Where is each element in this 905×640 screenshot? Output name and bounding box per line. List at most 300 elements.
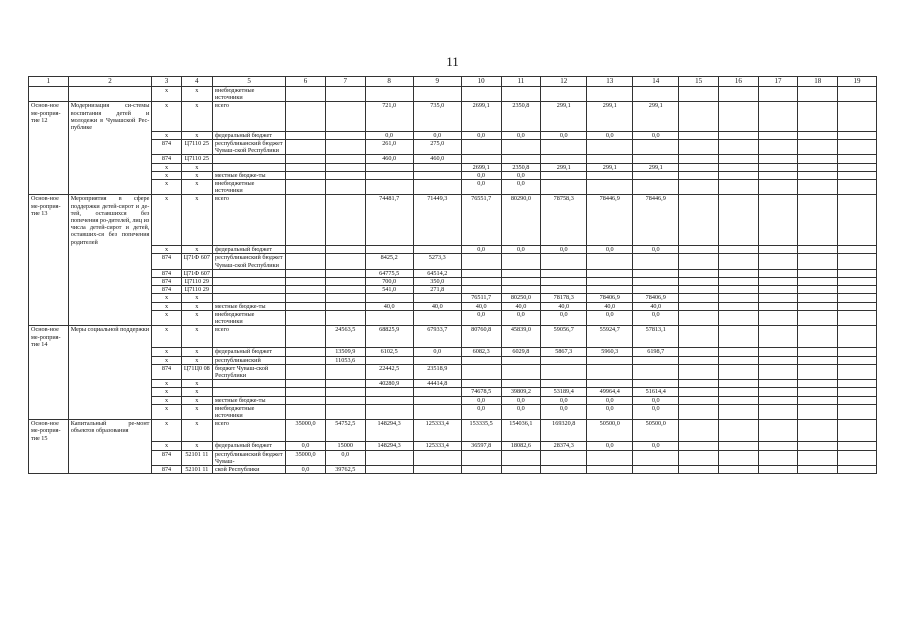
table-cell: 0,0 bbox=[587, 131, 633, 139]
table-cell bbox=[365, 246, 413, 254]
table-row bbox=[29, 139, 877, 154]
table-cell: 68825,9 bbox=[365, 326, 413, 348]
header-cell: 9 bbox=[413, 77, 461, 87]
table-cell: х bbox=[181, 356, 212, 364]
table-cell: федеральный бюджет bbox=[212, 131, 285, 139]
table-cell: Основ-ное ме-роприя-тие 15 bbox=[29, 420, 69, 442]
table-cell bbox=[718, 404, 758, 419]
table-cell bbox=[633, 139, 679, 154]
table-cell bbox=[758, 286, 798, 294]
table-cell bbox=[718, 348, 758, 356]
table-cell bbox=[541, 269, 587, 277]
table-cell bbox=[679, 254, 719, 269]
table-cell: х bbox=[152, 380, 181, 388]
table-cell bbox=[838, 246, 877, 254]
table-cell bbox=[798, 286, 838, 294]
table-cell: 13509,9 bbox=[325, 348, 365, 356]
table-cell bbox=[68, 294, 152, 302]
table-cell bbox=[325, 380, 365, 388]
table-cell: 0,0 bbox=[541, 396, 587, 404]
table-cell: х bbox=[152, 294, 181, 302]
table-cell bbox=[718, 364, 758, 379]
table-cell: 71449,3 bbox=[413, 195, 461, 246]
table-cell bbox=[758, 388, 798, 396]
table-row bbox=[29, 450, 877, 465]
table-cell: внебюджетные источники bbox=[212, 310, 285, 325]
table-cell bbox=[758, 254, 798, 269]
table-cell: 125333,4 bbox=[413, 442, 461, 450]
table-cell bbox=[758, 246, 798, 254]
table-cell bbox=[29, 450, 69, 465]
table-cell: 275,0 bbox=[413, 139, 461, 154]
table-cell: 874 bbox=[152, 450, 181, 465]
table-cell bbox=[587, 380, 633, 388]
table-cell bbox=[68, 131, 152, 139]
table-cell bbox=[212, 269, 285, 277]
table-cell bbox=[838, 87, 877, 102]
table-cell bbox=[679, 404, 719, 419]
table-cell bbox=[286, 246, 326, 254]
table-row bbox=[29, 195, 877, 246]
table-cell bbox=[838, 388, 877, 396]
table-cell: 39762,5 bbox=[325, 465, 365, 473]
table-cell bbox=[587, 254, 633, 269]
table-cell: х bbox=[181, 102, 212, 131]
table-cell bbox=[679, 348, 719, 356]
table-cell: местные бюдже-ты bbox=[212, 302, 285, 310]
table-cell bbox=[286, 254, 326, 269]
table-cell bbox=[798, 442, 838, 450]
budget-table bbox=[28, 76, 877, 474]
table-cell: всего bbox=[212, 195, 285, 246]
table-cell: 50500,0 bbox=[587, 420, 633, 442]
table-cell bbox=[68, 87, 152, 102]
table-cell: федеральный бюджет bbox=[212, 246, 285, 254]
table-cell bbox=[798, 195, 838, 246]
table-cell: 0,0 bbox=[501, 131, 541, 139]
table-cell bbox=[758, 380, 798, 388]
table-cell bbox=[798, 246, 838, 254]
table-cell bbox=[212, 155, 285, 163]
table-cell bbox=[286, 356, 326, 364]
table-cell bbox=[798, 420, 838, 442]
table-cell: х bbox=[152, 396, 181, 404]
table-cell bbox=[679, 102, 719, 131]
table-cell: всего bbox=[212, 420, 285, 442]
table-cell bbox=[501, 286, 541, 294]
table-cell bbox=[798, 302, 838, 310]
table-cell bbox=[679, 388, 719, 396]
table-cell: 0,0 bbox=[587, 442, 633, 450]
table-cell bbox=[718, 269, 758, 277]
table-cell: 0,0 bbox=[541, 246, 587, 254]
header-cell: 19 bbox=[838, 77, 877, 87]
table-cell bbox=[212, 388, 285, 396]
table-cell: 55924,7 bbox=[587, 326, 633, 348]
table-cell bbox=[838, 294, 877, 302]
table-cell bbox=[68, 388, 152, 396]
table-cell: х bbox=[152, 348, 181, 356]
table-cell bbox=[501, 278, 541, 286]
table-row bbox=[29, 364, 877, 379]
table-cell: 154036,1 bbox=[501, 420, 541, 442]
table-cell: ской Республики bbox=[212, 465, 285, 473]
table-cell bbox=[798, 396, 838, 404]
table-cell: 40,0 bbox=[365, 302, 413, 310]
table-cell: х bbox=[152, 404, 181, 419]
table-cell bbox=[838, 380, 877, 388]
table-cell bbox=[68, 348, 152, 356]
table-cell bbox=[413, 179, 461, 194]
table-cell bbox=[413, 465, 461, 473]
table-cell: федеральный бюджет bbox=[212, 442, 285, 450]
table-cell: 74678,5 bbox=[461, 388, 501, 396]
table-cell: 24563,5 bbox=[325, 326, 365, 348]
table-cell bbox=[718, 171, 758, 179]
table-cell: Капитальный ре-монт объектов образования bbox=[68, 420, 152, 442]
table-cell bbox=[718, 246, 758, 254]
table-cell bbox=[325, 388, 365, 396]
table-cell: 64775,5 bbox=[365, 269, 413, 277]
table-cell: Меры социальной поддержки bbox=[68, 326, 152, 348]
table-cell: 40280,9 bbox=[365, 380, 413, 388]
table-cell bbox=[501, 254, 541, 269]
table-cell bbox=[501, 139, 541, 154]
table-cell bbox=[718, 302, 758, 310]
table-cell bbox=[587, 278, 633, 286]
table-cell bbox=[758, 139, 798, 154]
table-cell bbox=[68, 356, 152, 364]
table-cell bbox=[679, 356, 719, 364]
table-cell bbox=[286, 302, 326, 310]
table-cell: х bbox=[181, 442, 212, 450]
table-cell bbox=[838, 171, 877, 179]
table-cell bbox=[718, 155, 758, 163]
table-cell: х bbox=[152, 163, 181, 171]
table-cell: 76511,7 bbox=[461, 294, 501, 302]
table-cell bbox=[461, 254, 501, 269]
table-cell bbox=[68, 171, 152, 179]
page-number: 11 bbox=[446, 54, 459, 69]
table-cell: 67933,7 bbox=[413, 326, 461, 348]
table-cell bbox=[838, 179, 877, 194]
table-cell bbox=[461, 364, 501, 379]
table-cell: 0,0 bbox=[541, 404, 587, 419]
table-cell bbox=[718, 356, 758, 364]
table-cell bbox=[461, 450, 501, 465]
table-row bbox=[29, 465, 877, 473]
table-cell bbox=[838, 302, 877, 310]
table-cell bbox=[68, 380, 152, 388]
table-cell: 78758,3 bbox=[541, 195, 587, 246]
table-cell: 22442,5 bbox=[365, 364, 413, 379]
table-cell bbox=[29, 442, 69, 450]
table-cell: 54752,5 bbox=[325, 420, 365, 442]
table-cell bbox=[718, 420, 758, 442]
table-cell bbox=[718, 131, 758, 139]
table-cell bbox=[758, 465, 798, 473]
table-cell: Мероприятия в сфере поддержки детей-сирот и де-тей, оставшихся без попечения ро-дителей, лиц из числа детей-сирот и детей, оставших-ся без попечения родителей bbox=[68, 195, 152, 246]
table-cell: 0,0 bbox=[501, 310, 541, 325]
table-row bbox=[29, 131, 877, 139]
table-cell: 51614,4 bbox=[633, 388, 679, 396]
table-cell bbox=[758, 420, 798, 442]
table-cell bbox=[758, 163, 798, 171]
table-cell: 0,0 bbox=[501, 246, 541, 254]
table-cell: Ц71Ф 607 bbox=[181, 269, 212, 277]
table-cell bbox=[29, 380, 69, 388]
table-row bbox=[29, 380, 877, 388]
table-cell bbox=[838, 404, 877, 419]
table-cell bbox=[718, 195, 758, 246]
table-cell bbox=[633, 465, 679, 473]
table-cell bbox=[758, 155, 798, 163]
table-cell bbox=[587, 171, 633, 179]
table-cell bbox=[679, 155, 719, 163]
table-cell bbox=[679, 286, 719, 294]
table-row bbox=[29, 294, 877, 302]
table-cell bbox=[461, 155, 501, 163]
table-cell bbox=[501, 269, 541, 277]
table-cell: 59056,7 bbox=[541, 326, 587, 348]
table-row bbox=[29, 163, 877, 171]
table-cell: бюджет Чуваш-ской Республики bbox=[212, 364, 285, 379]
table-cell: 2350,8 bbox=[501, 163, 541, 171]
table-cell: 39809,2 bbox=[501, 388, 541, 396]
table-cell: 299,1 bbox=[587, 163, 633, 171]
table-cell bbox=[758, 326, 798, 348]
table-cell bbox=[413, 356, 461, 364]
table-cell bbox=[758, 356, 798, 364]
table-cell bbox=[68, 465, 152, 473]
table-cell bbox=[325, 195, 365, 246]
table-cell: 874 bbox=[152, 465, 181, 473]
table-cell bbox=[838, 195, 877, 246]
table-cell: республиканский бюджет Чуваш-ской Республики bbox=[212, 254, 285, 269]
table-cell: 44414,8 bbox=[413, 380, 461, 388]
table-cell: внебюджетные источники bbox=[212, 179, 285, 194]
table-cell: 299,1 bbox=[541, 163, 587, 171]
table-cell bbox=[325, 163, 365, 171]
table-cell: Ц71Ц0 08 bbox=[181, 364, 212, 379]
table-cell bbox=[325, 171, 365, 179]
table-row bbox=[29, 310, 877, 325]
table-cell bbox=[679, 139, 719, 154]
table-cell: Ц71Ф 607 bbox=[181, 254, 212, 269]
table-cell: 78406,9 bbox=[633, 294, 679, 302]
table-cell: 0,0 bbox=[541, 310, 587, 325]
table-cell: 0,0 bbox=[501, 404, 541, 419]
table-cell bbox=[798, 310, 838, 325]
table-cell bbox=[68, 302, 152, 310]
table-cell bbox=[286, 179, 326, 194]
table-row bbox=[29, 286, 877, 294]
table-cell: 0,0 bbox=[501, 171, 541, 179]
table-cell bbox=[29, 302, 69, 310]
table-cell bbox=[541, 139, 587, 154]
table-cell bbox=[758, 396, 798, 404]
table-cell: 40,0 bbox=[461, 302, 501, 310]
header-cell: 3 bbox=[152, 77, 181, 87]
table-cell: 40,0 bbox=[541, 302, 587, 310]
table-cell: 0,0 bbox=[633, 442, 679, 450]
table-cell bbox=[29, 171, 69, 179]
table-cell bbox=[29, 139, 69, 154]
table-cell bbox=[798, 171, 838, 179]
table-cell bbox=[212, 163, 285, 171]
table-cell bbox=[679, 326, 719, 348]
table-cell: Ц7110 25 bbox=[181, 139, 212, 154]
table-cell: 299,1 bbox=[633, 102, 679, 131]
table-cell bbox=[718, 278, 758, 286]
table-cell bbox=[286, 155, 326, 163]
table-cell bbox=[365, 396, 413, 404]
table-cell bbox=[286, 269, 326, 277]
table-cell bbox=[718, 163, 758, 171]
table-cell bbox=[212, 278, 285, 286]
table-cell: 11053,6 bbox=[325, 356, 365, 364]
table-cell: 874 bbox=[152, 278, 181, 286]
table-cell: 874 bbox=[152, 254, 181, 269]
table-cell bbox=[758, 131, 798, 139]
header-cell: 14 bbox=[633, 77, 679, 87]
table-cell bbox=[413, 294, 461, 302]
table-cell bbox=[68, 269, 152, 277]
table-cell bbox=[587, 179, 633, 194]
table-cell: 57813,1 bbox=[633, 326, 679, 348]
table-cell bbox=[501, 380, 541, 388]
table-cell: 153335,5 bbox=[461, 420, 501, 442]
table-cell bbox=[68, 404, 152, 419]
table-row bbox=[29, 87, 877, 102]
table-cell: х bbox=[181, 195, 212, 246]
table-cell bbox=[679, 396, 719, 404]
table-cell bbox=[541, 286, 587, 294]
table-cell bbox=[68, 450, 152, 465]
table-cell bbox=[461, 380, 501, 388]
table-cell bbox=[461, 87, 501, 102]
table-cell: 0,0 bbox=[587, 310, 633, 325]
table-cell bbox=[29, 286, 69, 294]
table-cell bbox=[325, 139, 365, 154]
table-cell bbox=[413, 163, 461, 171]
table-cell bbox=[68, 442, 152, 450]
table-cell: 299,1 bbox=[541, 102, 587, 131]
table-cell bbox=[286, 195, 326, 246]
table-cell: 78406,9 bbox=[587, 294, 633, 302]
table-cell bbox=[501, 356, 541, 364]
table-cell bbox=[212, 286, 285, 294]
header-cell: 4 bbox=[181, 77, 212, 87]
table-cell bbox=[798, 163, 838, 171]
table-cell: 5867,3 bbox=[541, 348, 587, 356]
table-cell bbox=[68, 179, 152, 194]
table-cell: х bbox=[152, 442, 181, 450]
table-cell bbox=[679, 131, 719, 139]
table-cell bbox=[798, 155, 838, 163]
table-cell: х bbox=[181, 131, 212, 139]
table-cell bbox=[541, 356, 587, 364]
table-cell: 40,0 bbox=[587, 302, 633, 310]
table-cell bbox=[798, 87, 838, 102]
table-cell bbox=[286, 310, 326, 325]
table-cell bbox=[798, 380, 838, 388]
table-cell: 700,0 bbox=[365, 278, 413, 286]
table-cell: 271,8 bbox=[413, 286, 461, 294]
table-cell bbox=[587, 356, 633, 364]
table-cell bbox=[587, 139, 633, 154]
header-cell: 18 bbox=[798, 77, 838, 87]
table-cell: 541,0 bbox=[365, 286, 413, 294]
table-cell: х bbox=[181, 420, 212, 442]
table-cell bbox=[679, 294, 719, 302]
table-cell: х bbox=[181, 388, 212, 396]
table-cell bbox=[286, 396, 326, 404]
table-cell bbox=[798, 294, 838, 302]
table-cell: 874 bbox=[152, 269, 181, 277]
table-cell bbox=[501, 155, 541, 163]
table-cell: 45839,0 bbox=[501, 326, 541, 348]
table-cell bbox=[501, 364, 541, 379]
table-cell: 0,0 bbox=[461, 171, 501, 179]
table-cell bbox=[286, 131, 326, 139]
table-cell: 78446,9 bbox=[633, 195, 679, 246]
table-cell bbox=[501, 87, 541, 102]
table-cell: х bbox=[181, 163, 212, 171]
table-cell bbox=[679, 420, 719, 442]
table-cell bbox=[413, 246, 461, 254]
table-cell bbox=[633, 179, 679, 194]
table-cell: 874 bbox=[152, 286, 181, 294]
table-cell: 261,0 bbox=[365, 139, 413, 154]
table-cell: 6102,5 bbox=[365, 348, 413, 356]
table-cell bbox=[501, 465, 541, 473]
table-cell bbox=[679, 450, 719, 465]
table-cell bbox=[413, 396, 461, 404]
table-cell: Основ-ное ме-роприя-тие 12 bbox=[29, 102, 69, 131]
table-cell bbox=[413, 450, 461, 465]
table-cell: х bbox=[152, 356, 181, 364]
table-cell bbox=[212, 294, 285, 302]
table-cell: 80760,8 bbox=[461, 326, 501, 348]
table-cell bbox=[68, 139, 152, 154]
header-cell: 1 bbox=[29, 77, 69, 87]
table-cell: 874 bbox=[152, 139, 181, 154]
table-cell bbox=[633, 87, 679, 102]
table-cell bbox=[798, 404, 838, 419]
table-cell: 40,0 bbox=[501, 302, 541, 310]
table-cell bbox=[798, 269, 838, 277]
table-cell: 64514,2 bbox=[413, 269, 461, 277]
table-cell: 35000,0 bbox=[286, 450, 326, 465]
table-cell bbox=[541, 278, 587, 286]
table-cell: 18082,6 bbox=[501, 442, 541, 450]
table-cell: 0,0 bbox=[501, 179, 541, 194]
table-cell: 0,0 bbox=[461, 246, 501, 254]
table-cell bbox=[461, 269, 501, 277]
table-cell bbox=[68, 163, 152, 171]
table-cell bbox=[679, 163, 719, 171]
table-cell: 721,0 bbox=[365, 102, 413, 131]
table-cell bbox=[633, 364, 679, 379]
table-cell bbox=[286, 326, 326, 348]
table-cell bbox=[718, 396, 758, 404]
table-cell bbox=[68, 364, 152, 379]
table-cell bbox=[679, 179, 719, 194]
table-cell bbox=[461, 356, 501, 364]
table-row bbox=[29, 420, 877, 442]
table-cell bbox=[365, 310, 413, 325]
